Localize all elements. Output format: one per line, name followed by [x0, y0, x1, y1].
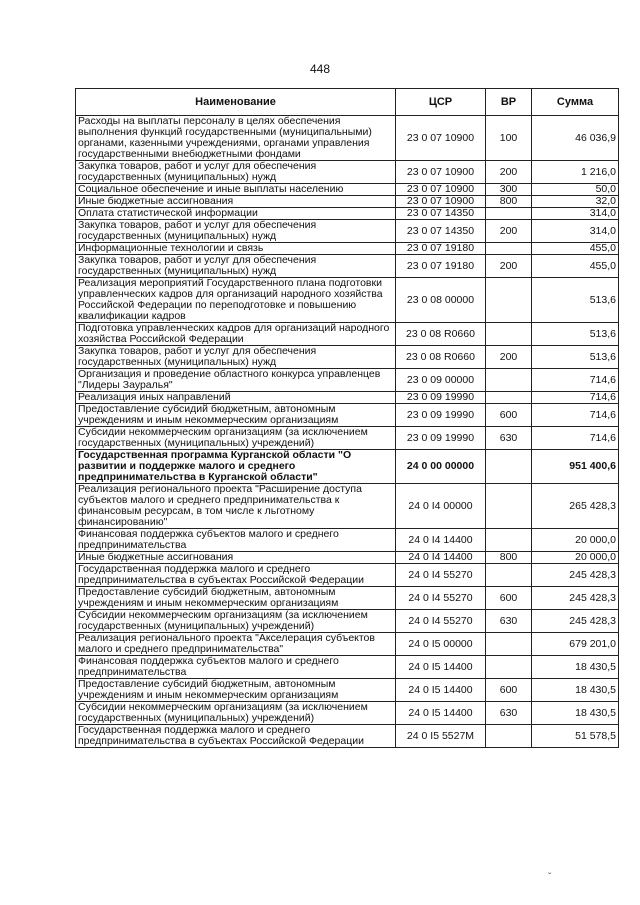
- row-csr-cell: 23 0 07 10900: [396, 116, 486, 161]
- row-sum-cell: 1 216,0: [532, 161, 619, 184]
- table-row: [76, 633, 619, 656]
- table-header-row: [76, 89, 619, 116]
- table-row: [76, 552, 619, 564]
- row-name-cell: Финансовая поддержка субъектов малого и среднего предпринимательства: [76, 529, 396, 552]
- table-row: [76, 564, 619, 587]
- row-sum-cell: 18 430,5: [532, 679, 619, 702]
- row-name-cell: Информационные технологии и связь: [76, 243, 396, 255]
- row-name-cell: Предоставление субсидий бюджетным, автономным учреждениям и иным некоммерческим организациям: [76, 587, 396, 610]
- row-vr-cell: 600: [486, 587, 532, 610]
- table-row: [76, 427, 619, 450]
- row-csr-cell: 24 0 I5 14400: [396, 656, 486, 679]
- row-csr-cell: 24 0 I5 00000: [396, 633, 486, 656]
- row-vr-cell: [486, 564, 532, 587]
- row-vr-cell: 200: [486, 220, 532, 243]
- row-vr-cell: [486, 208, 532, 220]
- row-csr-cell: 23 0 07 10900: [396, 196, 486, 208]
- row-sum-cell: 679 201,0: [532, 633, 619, 656]
- row-sum-cell: 20 000,0: [532, 529, 619, 552]
- row-vr-cell: 600: [486, 404, 532, 427]
- row-name-cell: Оплата статистической информации: [76, 208, 396, 220]
- table-row: [76, 392, 619, 404]
- row-name-cell: Субсидии некоммерческим организациям (за исключением государственных (муниципальных) учреждений): [76, 427, 396, 450]
- row-sum-cell: 314,0: [532, 220, 619, 243]
- row-vr-cell: [486, 484, 532, 529]
- table-row: [76, 656, 619, 679]
- row-sum-cell: 265 428,3: [532, 484, 619, 529]
- row-sum-cell: 50,0: [532, 184, 619, 196]
- table-body: [76, 116, 619, 748]
- row-name-cell: Реализация мероприятий Государственного плана подготовки управленческих кадров для организаций народного хозяйства Российской Федерации по переподготовке и повышению квалификации кадров: [76, 278, 396, 323]
- row-csr-cell: 23 0 07 19180: [396, 255, 486, 278]
- row-vr-cell: 300: [486, 184, 532, 196]
- table-row: [76, 610, 619, 633]
- row-name-cell: Реализация иных направлений: [76, 392, 396, 404]
- row-csr-cell: 23 0 07 19180: [396, 243, 486, 255]
- row-name-cell: Государственная поддержка малого и среднего предпринимательства в субъектах Российской Федерации: [76, 725, 396, 748]
- table-row: [76, 404, 619, 427]
- row-sum-cell: 714,6: [532, 427, 619, 450]
- row-vr-cell: 200: [486, 255, 532, 278]
- row-csr-cell: 24 0 I5 14400: [396, 702, 486, 725]
- row-sum-cell: 951 400,6: [532, 450, 619, 484]
- row-csr-cell: 23 0 08 R0660: [396, 346, 486, 369]
- row-sum-cell: 455,0: [532, 243, 619, 255]
- row-csr-cell: 24 0 I4 14400: [396, 529, 486, 552]
- row-sum-cell: 714,6: [532, 392, 619, 404]
- row-csr-cell: 23 0 07 10900: [396, 184, 486, 196]
- table-row: [76, 346, 619, 369]
- table-row: [76, 196, 619, 208]
- row-name-cell: Реализация регионального проекта "Расширение доступа субъектов малого и среднего предпринимательства к финансовым ресурсам, в том числе к льготному финансированию": [76, 484, 396, 529]
- row-vr-cell: [486, 450, 532, 484]
- row-sum-cell: 20 000,0: [532, 552, 619, 564]
- row-vr-cell: 200: [486, 346, 532, 369]
- row-vr-cell: [486, 656, 532, 679]
- row-csr-cell: 24 0 I4 55270: [396, 564, 486, 587]
- table-row: [76, 208, 619, 220]
- table-row: [76, 323, 619, 346]
- row-name-cell: Закупка товаров, работ и услуг для обеспечения государственных (муниципальных) нужд: [76, 346, 396, 369]
- row-csr-cell: 23 0 08 00000: [396, 278, 486, 323]
- page-number: 448: [309, 62, 331, 76]
- row-vr-cell: [486, 323, 532, 346]
- row-name-cell: Предоставление субсидий бюджетным, автономным учреждениям и иным некоммерческим организациям: [76, 404, 396, 427]
- row-name-cell: Иные бюджетные ассигнования: [76, 552, 396, 564]
- row-sum-cell: 245 428,3: [532, 610, 619, 633]
- row-csr-cell: 24 0 I4 14400: [396, 552, 486, 564]
- table-row: [76, 450, 619, 484]
- row-sum-cell: 46 036,9: [532, 116, 619, 161]
- row-vr-cell: [486, 725, 532, 748]
- row-vr-cell: 630: [486, 610, 532, 633]
- row-csr-cell: 23 0 09 19990: [396, 427, 486, 450]
- row-csr-cell: 23 0 09 00000: [396, 369, 486, 392]
- table-row: [76, 220, 619, 243]
- row-name-cell: Закупка товаров, работ и услуг для обеспечения государственных (муниципальных) нужд: [76, 220, 396, 243]
- row-sum-cell: 32,0: [532, 196, 619, 208]
- row-sum-cell: 513,6: [532, 346, 619, 369]
- row-name-cell: Реализация регионального проекта "Акселерация субъектов малого и среднего предпринимательства": [76, 633, 396, 656]
- row-sum-cell: 245 428,3: [532, 587, 619, 610]
- table-row: [76, 369, 619, 392]
- row-csr-cell: 24 0 00 00000: [396, 450, 486, 484]
- row-name-cell: Предоставление субсидий бюджетным, автономным учреждениям и иным некоммерческим организациям: [76, 679, 396, 702]
- table-row: [76, 725, 619, 748]
- table-row: [76, 184, 619, 196]
- table-row: [76, 587, 619, 610]
- table-row: [76, 255, 619, 278]
- row-name-cell: Закупка товаров, работ и услуг для обеспечения государственных (муниципальных) нужд: [76, 255, 396, 278]
- row-csr-cell: 24 0 I4 00000: [396, 484, 486, 529]
- table-row: [76, 161, 619, 184]
- row-name-cell: Государственная программа Курганской области "О развитии и поддержке малого и среднего предпринимательства в Курганской области": [76, 450, 396, 484]
- row-vr-cell: [486, 243, 532, 255]
- row-csr-cell: 24 0 I5 5527M: [396, 725, 486, 748]
- table-row: [76, 529, 619, 552]
- row-vr-cell: 800: [486, 552, 532, 564]
- header-csr: ЦСР: [396, 89, 486, 116]
- row-name-cell: Иные бюджетные ассигнования: [76, 196, 396, 208]
- row-sum-cell: 245 428,3: [532, 564, 619, 587]
- row-name-cell: Субсидии некоммерческим организациям (за исключением государственных (муниципальных) учреждений): [76, 610, 396, 633]
- row-csr-cell: 24 0 I4 55270: [396, 610, 486, 633]
- row-vr-cell: [486, 633, 532, 656]
- budget-table: [75, 88, 619, 748]
- row-vr-cell: [486, 529, 532, 552]
- row-name-cell: Организация и проведение областного конкурса управленцев "Лидеры Зауралья": [76, 369, 396, 392]
- table-row: [76, 702, 619, 725]
- row-csr-cell: 23 0 07 14350: [396, 220, 486, 243]
- row-csr-cell: 24 0 I5 14400: [396, 679, 486, 702]
- row-vr-cell: 100: [486, 116, 532, 161]
- row-name-cell: Финансовая поддержка субъектов малого и среднего предпринимательства: [76, 656, 396, 679]
- row-sum-cell: 513,6: [532, 323, 619, 346]
- row-name-cell: Подготовка управленческих кадров для организаций народного хозяйства Российской Федерации: [76, 323, 396, 346]
- row-sum-cell: 455,0: [532, 255, 619, 278]
- row-name-cell: Расходы на выплаты персоналу в целях обеспечения выполнения функций государственными (муниципальными) органами, казенными учреждениями, органами управления государственными внебюджетными фондами: [76, 116, 396, 161]
- table-row: [76, 278, 619, 323]
- table-row: [76, 484, 619, 529]
- row-vr-cell: 630: [486, 427, 532, 450]
- row-sum-cell: 714,6: [532, 404, 619, 427]
- row-sum-cell: 18 430,5: [532, 702, 619, 725]
- row-csr-cell: 23 0 07 14350: [396, 208, 486, 220]
- row-sum-cell: 51 578,5: [532, 725, 619, 748]
- row-vr-cell: [486, 392, 532, 404]
- table-row: [76, 243, 619, 255]
- row-name-cell: Социальное обеспечение и иные выплаты населению: [76, 184, 396, 196]
- header-name: Наименование: [76, 89, 396, 116]
- header-vr: ВР: [486, 89, 532, 116]
- row-vr-cell: 630: [486, 702, 532, 725]
- row-vr-cell: 800: [486, 196, 532, 208]
- scan-mark: ˇ: [548, 872, 552, 883]
- row-sum-cell: 314,0: [532, 208, 619, 220]
- row-name-cell: Закупка товаров, работ и услуг для обеспечения государственных (муниципальных) нужд: [76, 161, 396, 184]
- row-csr-cell: 23 0 09 19990: [396, 392, 486, 404]
- row-vr-cell: [486, 369, 532, 392]
- row-vr-cell: 200: [486, 161, 532, 184]
- row-csr-cell: 23 0 07 10900: [396, 161, 486, 184]
- row-sum-cell: 714,6: [532, 369, 619, 392]
- row-name-cell: Субсидии некоммерческим организациям (за исключением государственных (муниципальных) учреждений): [76, 702, 396, 725]
- row-name-cell: Государственная поддержка малого и среднего предпринимательства в субъектах Российской Федерации: [76, 564, 396, 587]
- row-csr-cell: 23 0 08 R0660: [396, 323, 486, 346]
- row-csr-cell: 23 0 09 19990: [396, 404, 486, 427]
- table-row: [76, 116, 619, 161]
- row-sum-cell: 513,6: [532, 278, 619, 323]
- row-vr-cell: 600: [486, 679, 532, 702]
- header-sum: Сумма: [532, 89, 619, 116]
- row-vr-cell: [486, 278, 532, 323]
- row-sum-cell: 18 430,5: [532, 656, 619, 679]
- row-csr-cell: 24 0 I4 55270: [396, 587, 486, 610]
- table-row: [76, 679, 619, 702]
